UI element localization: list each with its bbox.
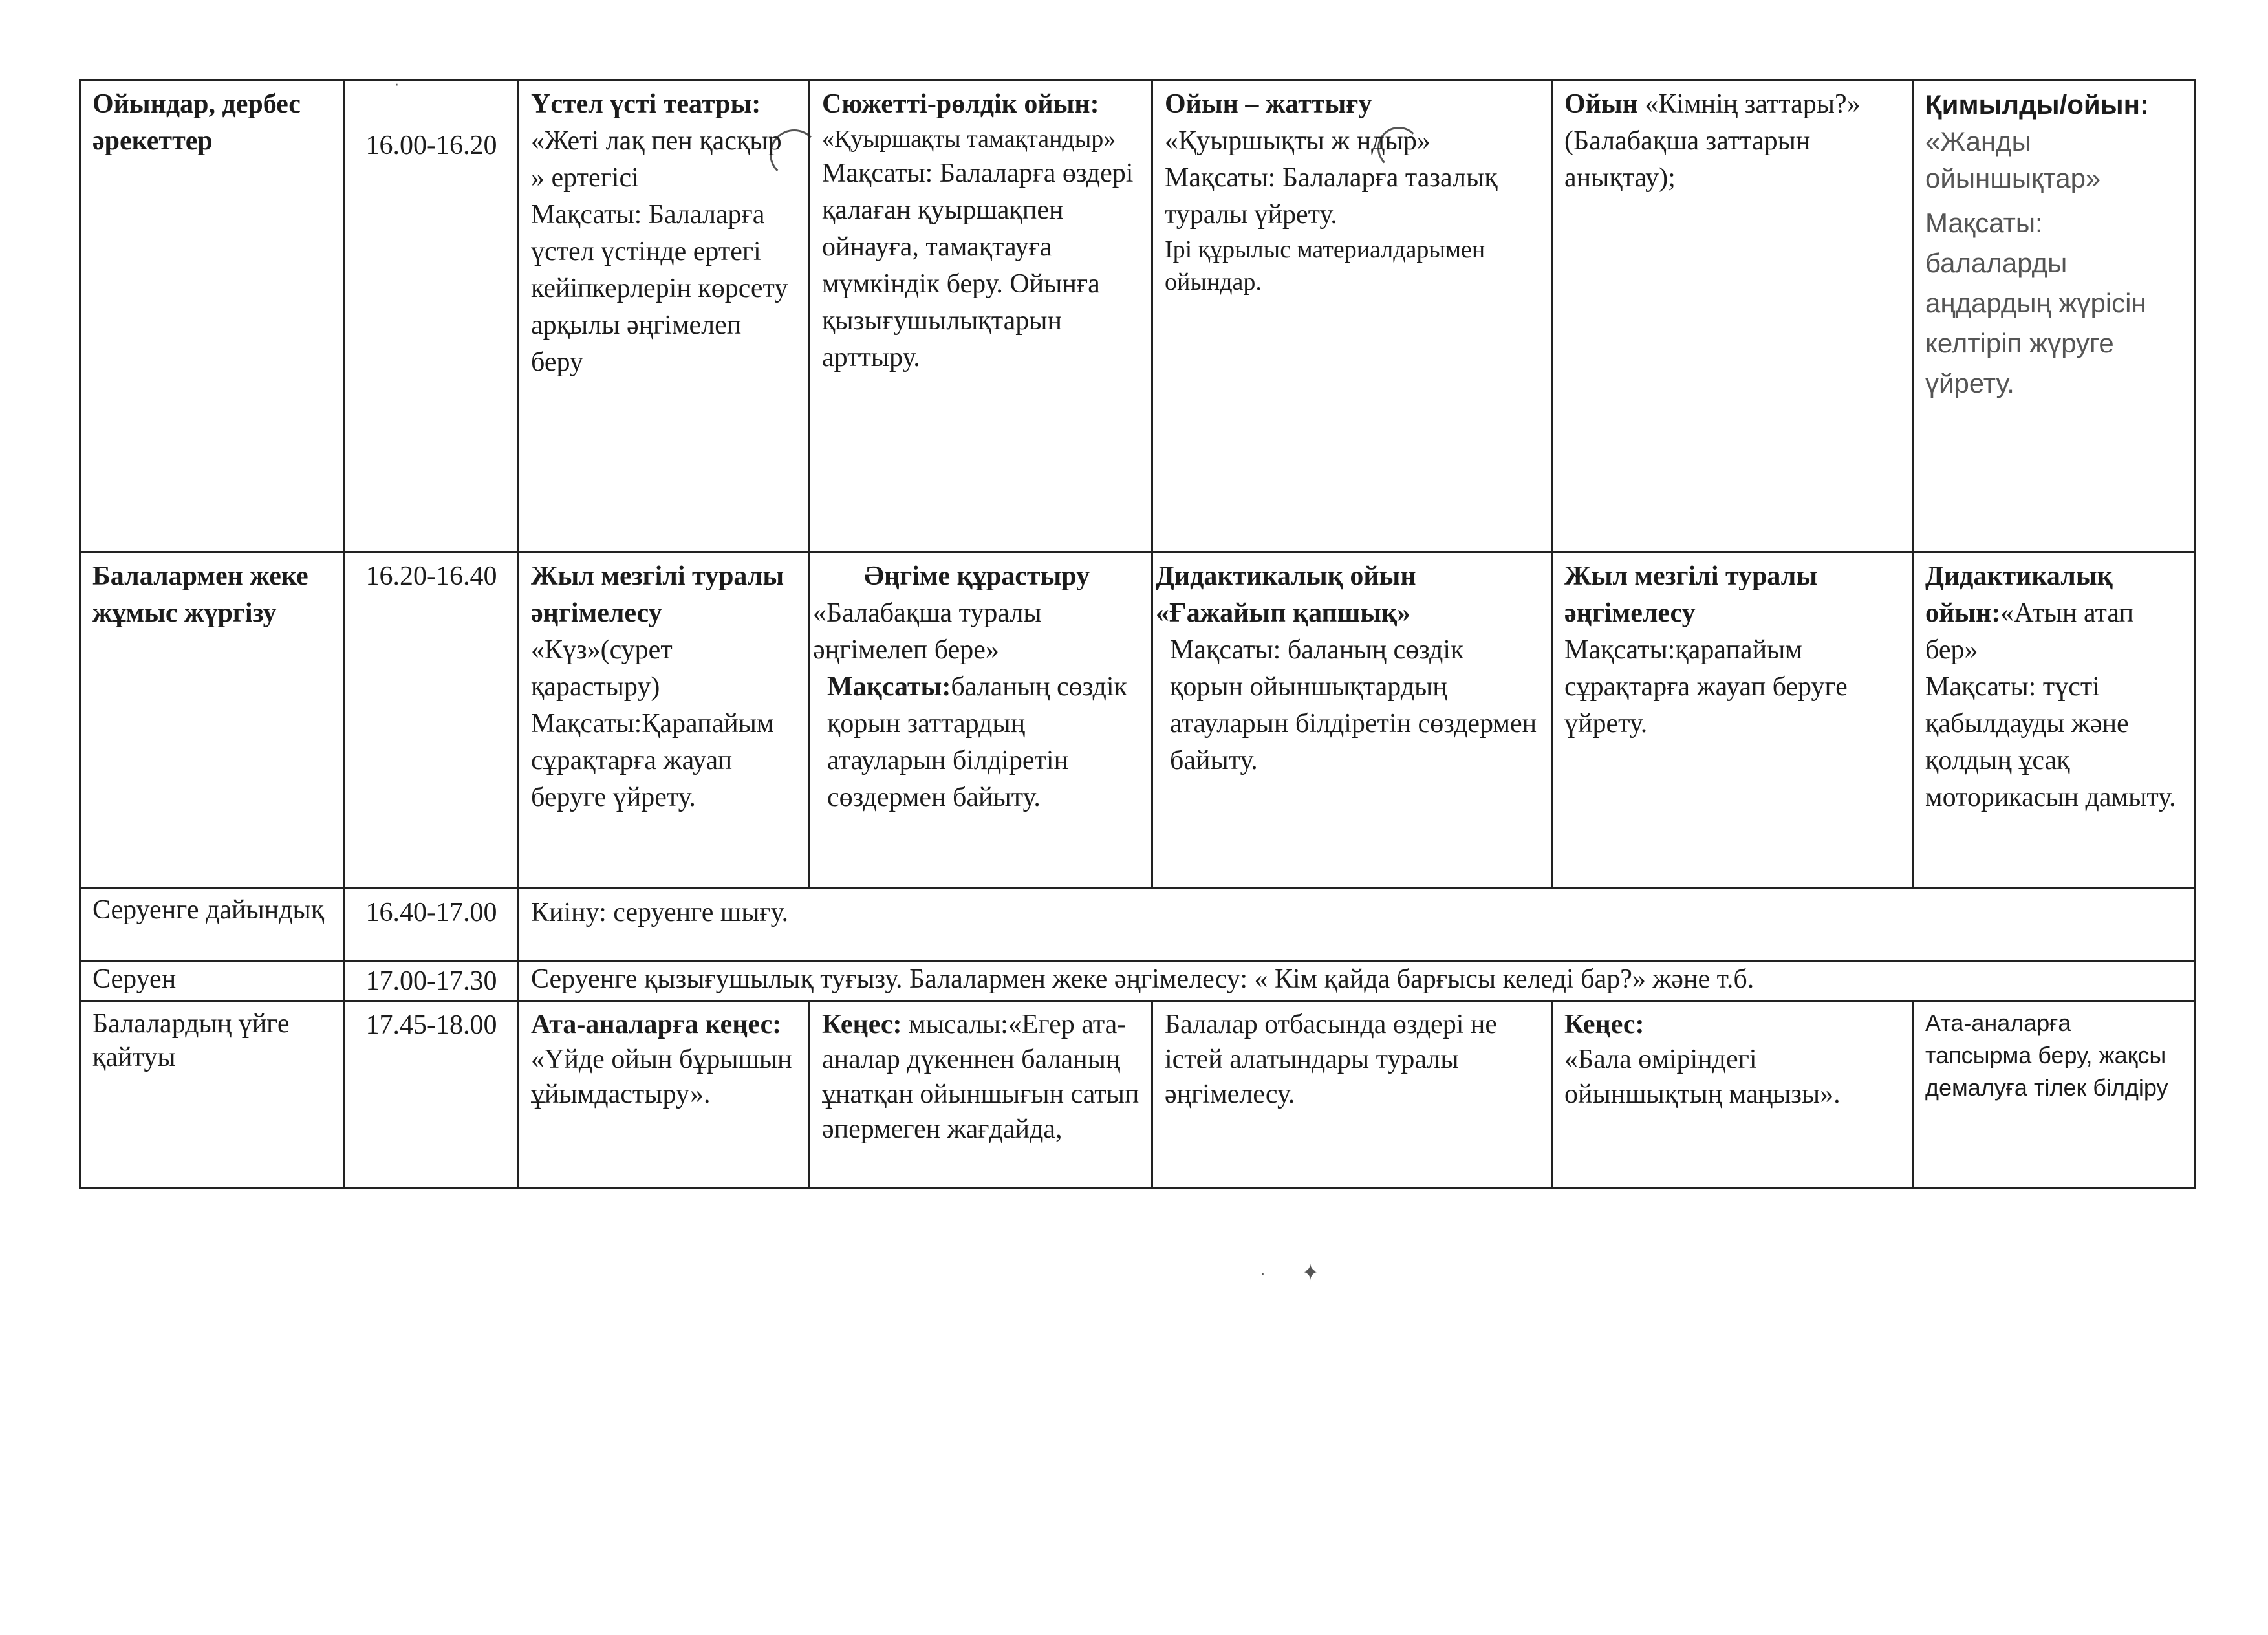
cell-line: «Балабақша туралы әңгімелеп бере» bbox=[813, 598, 1042, 665]
cell-title: Дидактикалық ойын «Ғажайып қапшық» bbox=[1156, 561, 1416, 628]
table-row bbox=[80, 961, 2195, 1001]
time-cell: 17.45-18.00 bbox=[345, 1001, 519, 1189]
cell-line: «Кімнің заттары?» (Балабақша заттарын анықтау); bbox=[1564, 89, 1861, 193]
goal-text: баланың сөздік қорын заттардың атауларын білдіретін сөздермен байыту. bbox=[827, 672, 1127, 812]
cell-goal: Мақсаты:қарапайым сұрақтарға жауап беруге үйрету. bbox=[1564, 635, 1848, 739]
cell-goal: Мақсаты: Балаларға тазалық туралы үйрету. bbox=[1165, 163, 1498, 230]
plan-cell bbox=[1152, 80, 1552, 552]
cell-title: Ата-аналарға кеңес: bbox=[531, 1010, 782, 1039]
activity-cell: Балалармен жеке жұмыс жүргізу bbox=[80, 552, 345, 889]
plan-cell bbox=[519, 552, 810, 889]
cell-line: Балалар отбасында өздері не істей алатындары туралы әңгімелесу. bbox=[1165, 1010, 1497, 1109]
cell-title-tail: «Атын атап бер» bbox=[1925, 598, 2133, 665]
cell-text bbox=[822, 1010, 1139, 1144]
plan-cell bbox=[1552, 80, 1913, 552]
table-row bbox=[80, 552, 2195, 889]
cell-goal: Мақсаты: Балаларға өздері қалаған қуыршақпен ойнауға, тамақтауға мүмкіндік беру. Ойынға қызығушылықтарын арттыру. bbox=[822, 158, 1134, 373]
plan-cell bbox=[810, 1001, 1152, 1189]
scan-dot: · bbox=[394, 78, 399, 94]
cell-line: «Бала өміріндегі ойыншықтың маңызы». bbox=[1564, 1045, 1841, 1109]
time-cell: 16.20-16.40 bbox=[345, 552, 519, 889]
cell-title: Қимылды/ойын: bbox=[1925, 89, 2149, 120]
time-cell: 17.00-17.30 bbox=[345, 961, 519, 1001]
cell-title: Жыл мезгілі туралы әңгімелесу bbox=[531, 561, 784, 628]
cell-goal: Мақсаты: Балаларға үстел үстінде ертегі кейіпкерлерін көрсету арқылы әңгімелеп беру bbox=[531, 200, 788, 377]
activity-cell: Ойындар, дербес әрекеттер bbox=[80, 80, 345, 552]
cell-title: Ойын bbox=[1564, 89, 1638, 119]
plan-cell bbox=[810, 80, 1152, 552]
plan-cell bbox=[1152, 552, 1552, 889]
plan-cell bbox=[1552, 1001, 1913, 1189]
cell-title: Дидактикалық ойын: bbox=[1925, 561, 2113, 628]
cell-title: Әңгіме құрастыру bbox=[863, 561, 1090, 591]
plan-cell bbox=[1913, 1001, 2195, 1189]
cell-title: Кеңес: bbox=[822, 1010, 902, 1039]
cell-line: Ірі құрылыс материалдарымен ойындар. bbox=[1165, 236, 1485, 296]
plan-cell bbox=[1913, 552, 2195, 889]
cell-goal: Мақсаты: балаларды аңдардың жүрісін келтіріп жүруге үйрету. bbox=[1925, 208, 2146, 398]
plan-cell bbox=[519, 1001, 810, 1189]
activity-cell: Балалардың үйге қайтуы bbox=[80, 1001, 345, 1189]
activity-cell: Серуенге дайындық bbox=[80, 889, 345, 961]
scan-dot: · bbox=[1261, 1268, 1265, 1281]
merged-plan-cell: Серуенге қызығушылық туғызу. Балалармен жеке әңгімелесу: « Кім қайда барғысы келеді бар?» және т.б. bbox=[519, 961, 2195, 1001]
cell-title: Кеңес: bbox=[1564, 1010, 1645, 1039]
table-row bbox=[80, 1001, 2195, 1189]
activity-cell: Серуен bbox=[80, 961, 345, 1001]
plan-cell bbox=[1552, 552, 1913, 889]
plan-cell bbox=[1913, 80, 2195, 552]
cell-line: «Жеті лақ пен қасқыр » ертегісі bbox=[531, 126, 782, 193]
goal-label: Мақсаты: bbox=[827, 672, 951, 702]
cell-goal: Мақсаты: баланың сөздік қорын ойыншықтардың атауларын білдіретін сөздермен байыту. bbox=[1170, 635, 1537, 775]
cell-line: Ата-аналарға тапсырма беру, жақсы демалуға тілек білдіру bbox=[1925, 1010, 2168, 1101]
cell-title: Үстел үсті театры: bbox=[531, 89, 761, 119]
daily-plan-table bbox=[79, 79, 2196, 1189]
cell-line: «Жанды ойыншықтар» bbox=[1925, 126, 2101, 193]
cell-line: «Күз»(сурет қарастыру) bbox=[531, 635, 673, 702]
cell-goal: Мақсаты:Қарапайым сұрақтарға жауап беруге үйрету. bbox=[531, 709, 774, 812]
plan-cell bbox=[810, 552, 1152, 889]
cell-title-wrap bbox=[1925, 561, 2133, 665]
plan-cell bbox=[519, 80, 810, 552]
cell-line: «Қуыршықты ж ндыр» bbox=[1165, 126, 1431, 156]
plan-cell bbox=[1152, 1001, 1552, 1189]
cell-line: «Қуыршақты тамақтандыр» bbox=[822, 125, 1116, 153]
cell-title-tail: мысалы:«Егер ата-аналар дүкеннен баланың ұнатқан ойыншығын сатып әпермеген жағдайда, bbox=[822, 1010, 1139, 1144]
cell-goal bbox=[813, 669, 1141, 816]
time-cell: 16.00-16.20 bbox=[345, 80, 519, 552]
merged-plan-cell: Киіну: серуенге шығу. bbox=[519, 889, 2195, 961]
cell-title: Жыл мезгілі туралы әңгімелесу bbox=[1564, 561, 1818, 628]
scan-speck: ✦ bbox=[1301, 1260, 1320, 1286]
cell-title: Сюжетті-рөлдік ойын: bbox=[822, 89, 1099, 119]
table-row bbox=[80, 80, 2195, 552]
table-row bbox=[80, 889, 2195, 961]
cell-goal: Мақсаты: түсті қабылдауды және қолдың ұсақ моторикасын дамыту. bbox=[1925, 672, 2176, 812]
cell-title: Ойын – жаттығу bbox=[1165, 89, 1372, 119]
cell-line: «Үйде ойын бұрышын ұйымдастыру». bbox=[531, 1045, 792, 1109]
time-cell: 16.40-17.00 bbox=[345, 889, 519, 961]
